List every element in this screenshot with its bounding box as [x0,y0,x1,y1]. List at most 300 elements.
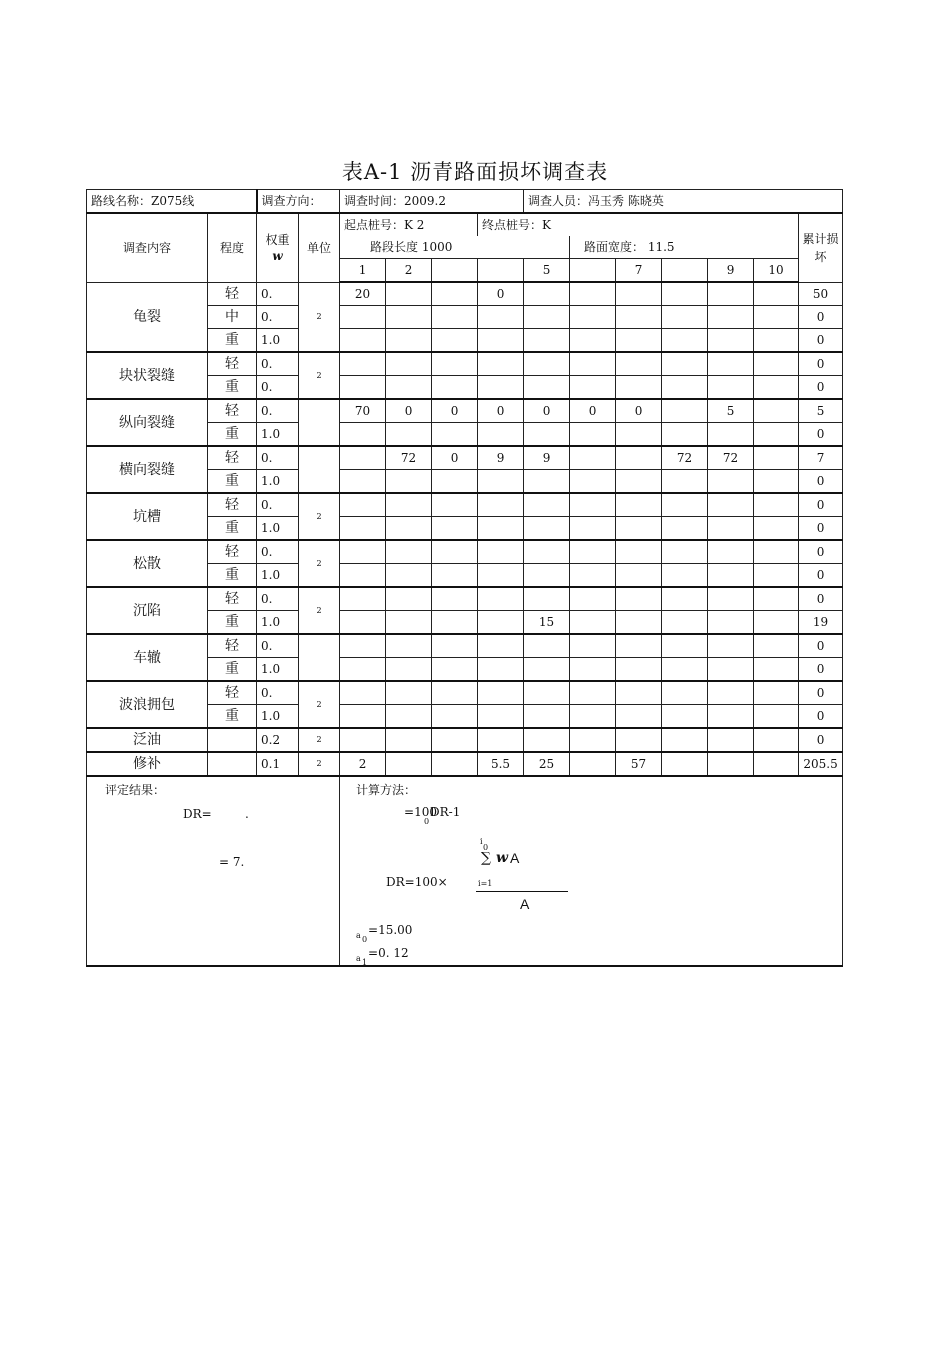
unit-cell: 2 [299,752,340,776]
segment-value-cell [570,681,616,705]
degree-cell: 轻 [208,681,257,705]
segment-value-cell [708,376,754,400]
segment-value-cell [570,705,616,729]
segment-value-cell [386,282,432,306]
segment-value-cell [754,611,799,635]
segment-value-cell [524,493,570,517]
evaluation-label: 评定结果： [105,783,166,797]
segment-value-cell [662,399,708,423]
segment-value-cell [754,658,799,682]
segment-value-cell [340,446,386,470]
col-weight-label: 权重 [265,232,290,247]
segment-value-cell [662,423,708,447]
col-unit-header: 单位 [299,213,340,282]
surveyor: 调查人员：冯玉秀 陈晓英 [524,190,843,214]
total-cell: 0 [799,517,843,541]
segment-value-cell [708,423,754,447]
sum-top-sub: 0 [483,843,489,852]
segment-value-cell [616,470,662,494]
segment-number-6 [570,259,616,283]
segment-value-cell [616,352,662,376]
segment-value-cell [432,728,478,752]
segment-value-cell [570,446,616,470]
degree-cell: 轻 [208,587,257,611]
segment-value-cell [570,634,616,658]
segment-value-cell [662,540,708,564]
segment-value-cell [386,423,432,447]
segment-value-cell [524,306,570,329]
segment-value-cell [432,587,478,611]
segment-value-cell [478,705,524,729]
segment-value-cell: 0 [478,282,524,306]
segment-value-cell [432,493,478,517]
total-cell: 0 [799,681,843,705]
damage-survey-table [86,189,843,967]
segment-value-cell [616,564,662,588]
weight-cell: 0. [257,681,299,705]
header-row-1 [87,190,843,214]
segment-value-cell: 0 [524,399,570,423]
table-row [87,728,843,752]
segment-value-cell [754,306,799,329]
start-stake: 起点桩号：K 2 [340,213,478,236]
segment-value-cell [662,282,708,306]
segment-value-cell [662,493,708,517]
total-cell: 0 [799,306,843,329]
method-label: 计算方法： [356,783,417,797]
total-cell: 0 [799,352,843,376]
segment-value-cell [616,306,662,329]
segment-value-cell: 0 [570,399,616,423]
segment-value-cell [524,517,570,541]
segment-value-cell [386,658,432,682]
segment-value-cell [570,658,616,682]
sum-a: A [510,850,520,866]
damage-type: 沉陷 [87,587,208,634]
page-title: 表A-1 沥青路面损坏调查表 [341,160,609,184]
segment-value-cell [478,493,524,517]
segment-value-cell [340,728,386,752]
segment-value-cell: 20 [340,282,386,306]
segment-value-cell [708,540,754,564]
degree-cell: 重 [208,329,257,353]
total-cell: 0 [799,564,843,588]
segment-value-cell [754,587,799,611]
degree-cell: 重 [208,705,257,729]
col-weight-header [257,213,299,282]
unit-cell: 2 [299,728,340,752]
segment-value-cell [524,705,570,729]
segment-value-cell [386,752,432,776]
segment-value-cell [524,352,570,376]
segment-value-cell [432,564,478,588]
segment-value-cell [524,658,570,682]
degree-cell: 重 [208,470,257,494]
segment-number-7: 7 [616,259,662,283]
segment-value-cell [478,517,524,541]
segment-value-cell [570,587,616,611]
segment-value-cell [662,329,708,353]
a1-value: =0. 12 [368,946,409,960]
segment-value-cell [386,306,432,329]
segment-value-cell [386,705,432,729]
segment-value-cell: 72 [386,446,432,470]
total-cell: 0 [799,728,843,752]
segment-length: 路段长度 1000 [340,236,570,259]
segment-value-cell [340,611,386,635]
segment-value-cell [616,681,662,705]
segment-value-cell [708,658,754,682]
segment-value-cell [616,611,662,635]
segment-value-cell [570,752,616,776]
segment-value-cell [662,658,708,682]
unit-cell: 2 [299,282,340,352]
evaluation-section [87,776,340,966]
survey-direction: 调查方向： [257,190,340,214]
degree-cell: 重 [208,658,257,682]
a0-value: =15.00 [368,923,413,937]
degree-cell: 重 [208,423,257,447]
segment-value-cell [524,282,570,306]
degree-cell [208,752,257,776]
total-cell: 19 [799,611,843,635]
segment-value-cell [662,705,708,729]
segment-value-cell [524,564,570,588]
segment-number-5: 5 [524,259,570,283]
segment-value-cell [478,376,524,400]
segment-value-cell [478,611,524,635]
segment-value-cell [616,282,662,306]
total-cell: 7 [799,446,843,470]
segment-value-cell [478,564,524,588]
segment-value-cell [340,352,386,376]
degree-cell: 轻 [208,634,257,658]
degree-cell: 轻 [208,352,257,376]
segment-value-cell [386,517,432,541]
a1-sub: 1 [362,958,368,967]
segment-value-cell: 72 [662,446,708,470]
segment-value-cell [754,423,799,447]
segment-value-cell [340,681,386,705]
segment-value-cell [708,352,754,376]
table-row [87,752,843,776]
segment-value-cell [570,517,616,541]
segment-value-cell [616,376,662,400]
a0-sub: 0 [362,935,368,944]
segment-value-cell: 5.5 [478,752,524,776]
damage-type: 松散 [87,540,208,587]
segment-value-cell [754,470,799,494]
segment-value-cell [708,752,754,776]
segment-value-cell [708,634,754,658]
segment-value-cell [432,423,478,447]
total-cell: 0 [799,376,843,400]
segment-value-cell [386,352,432,376]
segment-value-cell [570,470,616,494]
segment-value-cell [570,728,616,752]
col-total-header: 累计损坏 [799,213,843,282]
segment-value-cell [754,493,799,517]
segment-value-cell [754,634,799,658]
segment-value-cell [386,540,432,564]
segment-number-8 [662,259,708,283]
unit-cell [299,399,340,446]
segment-value-cell [432,306,478,329]
weight-cell: 0. [257,493,299,517]
table-row [87,634,843,658]
table-row [87,681,843,705]
damage-type: 纵向裂缝 [87,399,208,446]
segment-value-cell [340,658,386,682]
sum-symbol: ∑ [481,850,492,866]
dr-dot: . [245,807,249,821]
weight-cell: 1.0 [257,423,299,447]
segment-value-cell [340,423,386,447]
segment-value-cell [662,352,708,376]
segment-value-cell [708,470,754,494]
segment-value-cell [570,282,616,306]
unit-cell [299,446,340,493]
degree-cell: 重 [208,611,257,635]
weight-cell: 0. [257,399,299,423]
segment-value-cell [662,752,708,776]
segment-value-cell [340,587,386,611]
weight-cell: 0. [257,352,299,376]
damage-type: 波浪拥包 [87,681,208,728]
segment-number-2: 2 [386,259,432,283]
segment-value-cell [386,611,432,635]
segment-value-cell [570,376,616,400]
method-section [340,776,843,966]
segment-value-cell: 2 [340,752,386,776]
segment-value-cell [478,634,524,658]
segment-value-cell [340,540,386,564]
segment-value-cell [708,306,754,329]
degree-cell: 重 [208,376,257,400]
weight-cell: 1.0 [257,470,299,494]
total-cell: 0 [799,329,843,353]
segment-value-cell [432,517,478,541]
segment-value-cell [478,306,524,329]
segment-value-cell [754,752,799,776]
total-cell: 5 [799,399,843,423]
segment-value-cell [754,352,799,376]
segment-value-cell [662,634,708,658]
segment-value-cell [708,728,754,752]
segment-value-cell [616,493,662,517]
segment-value-cell [662,517,708,541]
degree-cell: 轻 [208,446,257,470]
segment-value-cell [340,306,386,329]
segment-value-cell [524,634,570,658]
segment-value-cell [340,564,386,588]
segment-value-cell [708,681,754,705]
segment-value-cell [570,352,616,376]
segment-value-cell: 0 [432,446,478,470]
degree-cell: 重 [208,564,257,588]
segment-value-cell [340,517,386,541]
weight-cell: 1.0 [257,611,299,635]
segment-value-cell [754,705,799,729]
sum-top: i [480,837,483,846]
segment-value-cell [662,587,708,611]
total-cell: 0 [799,658,843,682]
unit-cell [299,634,340,681]
segment-value-cell [708,517,754,541]
unit-cell: 2 [299,587,340,634]
segment-value-cell: 0 [432,399,478,423]
table-row [87,282,843,306]
segment-value-cell [524,470,570,494]
segment-number-9: 9 [708,259,754,283]
weight-cell: 0. [257,282,299,306]
segment-value-cell [616,423,662,447]
segment-value-cell [754,681,799,705]
total-cell: 0 [799,493,843,517]
segment-number-3 [432,259,478,283]
col-degree-header: 程度 [208,213,257,282]
segment-value-cell [570,564,616,588]
segment-value-cell [570,611,616,635]
segment-value-cell: 0 [386,399,432,423]
degree-cell: 轻 [208,399,257,423]
segment-value-cell [754,282,799,306]
segment-value-cell [478,681,524,705]
table-row [87,352,843,376]
evaluation-row [87,776,843,966]
degree-cell: 中 [208,306,257,329]
denominator: A [520,896,530,912]
total-cell: 205.5 [799,752,843,776]
total-cell: 0 [799,705,843,729]
segment-value-cell [386,470,432,494]
segment-value-cell [432,634,478,658]
segment-value-cell [570,493,616,517]
segment-value-cell [524,681,570,705]
segment-value-cell [570,423,616,447]
segment-value-cell [616,446,662,470]
segment-value-cell [340,329,386,353]
segment-value-cell [432,329,478,353]
col-content-header: 调查内容 [87,213,208,282]
damage-type: 横向裂缝 [87,446,208,493]
segment-value-cell [478,352,524,376]
weight-cell: 1.0 [257,658,299,682]
segment-value-cell [616,587,662,611]
segment-value-cell: 25 [524,752,570,776]
segment-value-cell: 70 [340,399,386,423]
segment-value-cell: 0 [616,399,662,423]
segment-value-cell [662,564,708,588]
total-cell: 0 [799,423,843,447]
segment-value-cell [662,611,708,635]
segment-value-cell [478,423,524,447]
weight-cell: 0.2 [257,728,299,752]
segment-value-cell: 9 [524,446,570,470]
unit-cell: 2 [299,681,340,728]
pci-sub: 0 [424,817,430,826]
segment-value-cell: 57 [616,752,662,776]
segment-value-cell [662,728,708,752]
table-row [87,446,843,470]
weight-cell: 0.1 [257,752,299,776]
segment-value-cell: 9 [478,446,524,470]
damage-type: 车辙 [87,634,208,681]
segment-value-cell [708,329,754,353]
segment-value-cell [386,376,432,400]
segment-value-cell [386,493,432,517]
table-row [87,399,843,423]
segment-value-cell [662,470,708,494]
weight-cell: 1.0 [257,329,299,353]
segment-value-cell [432,658,478,682]
segment-value-cell [754,564,799,588]
damage-type: 块状裂缝 [87,352,208,399]
damage-type: 修补 [87,752,208,776]
segment-value-cell [478,587,524,611]
segment-value-cell [616,728,662,752]
segment-value-cell [754,329,799,353]
route-name: 路线名称：Z075线 [87,190,257,214]
degree-cell: 轻 [208,493,257,517]
end-stake: 终点桩号：K [478,213,799,236]
segment-value-cell [616,329,662,353]
weight-cell: 0. [257,587,299,611]
dr-expression: DR=100× [386,875,448,889]
segment-value-cell [708,493,754,517]
table-row [87,540,843,564]
segment-value-cell: 72 [708,446,754,470]
degree-cell [208,728,257,752]
segment-value-cell [754,540,799,564]
dr-line: DR= [183,807,212,821]
segment-value-cell [340,634,386,658]
pci-formula: =100 [404,805,437,819]
unit-cell: 2 [299,352,340,399]
segment-value-cell [432,705,478,729]
degree-cell: 重 [208,517,257,541]
damage-type: 坑槽 [87,493,208,540]
segment-value-cell [524,728,570,752]
col-weight-symbol: w [272,248,283,263]
segment-value-cell [386,587,432,611]
degree-cell: 轻 [208,540,257,564]
weight-cell: 1.0 [257,705,299,729]
segment-value-cell [340,376,386,400]
segment-value-cell [386,681,432,705]
segment-value-cell [754,446,799,470]
segment-value-cell: 15 [524,611,570,635]
segment-value-cell: 0 [478,399,524,423]
evaluation-result: = 7. [219,855,245,869]
sum-bottom: i=1 [478,879,493,888]
segment-value-cell: 5 [708,399,754,423]
segment-value-cell [708,611,754,635]
header-row-2 [87,213,843,236]
survey-time: 调查时间：2009.2 [340,190,524,214]
segment-value-cell [524,423,570,447]
segment-value-cell [662,306,708,329]
segment-value-cell [708,282,754,306]
segment-value-cell [616,705,662,729]
segment-value-cell [432,752,478,776]
segment-value-cell [708,705,754,729]
segment-number-10: 10 [754,259,799,283]
segment-value-cell [570,306,616,329]
segment-value-cell [754,517,799,541]
total-cell: 0 [799,634,843,658]
a0-prefix: a [356,931,361,940]
